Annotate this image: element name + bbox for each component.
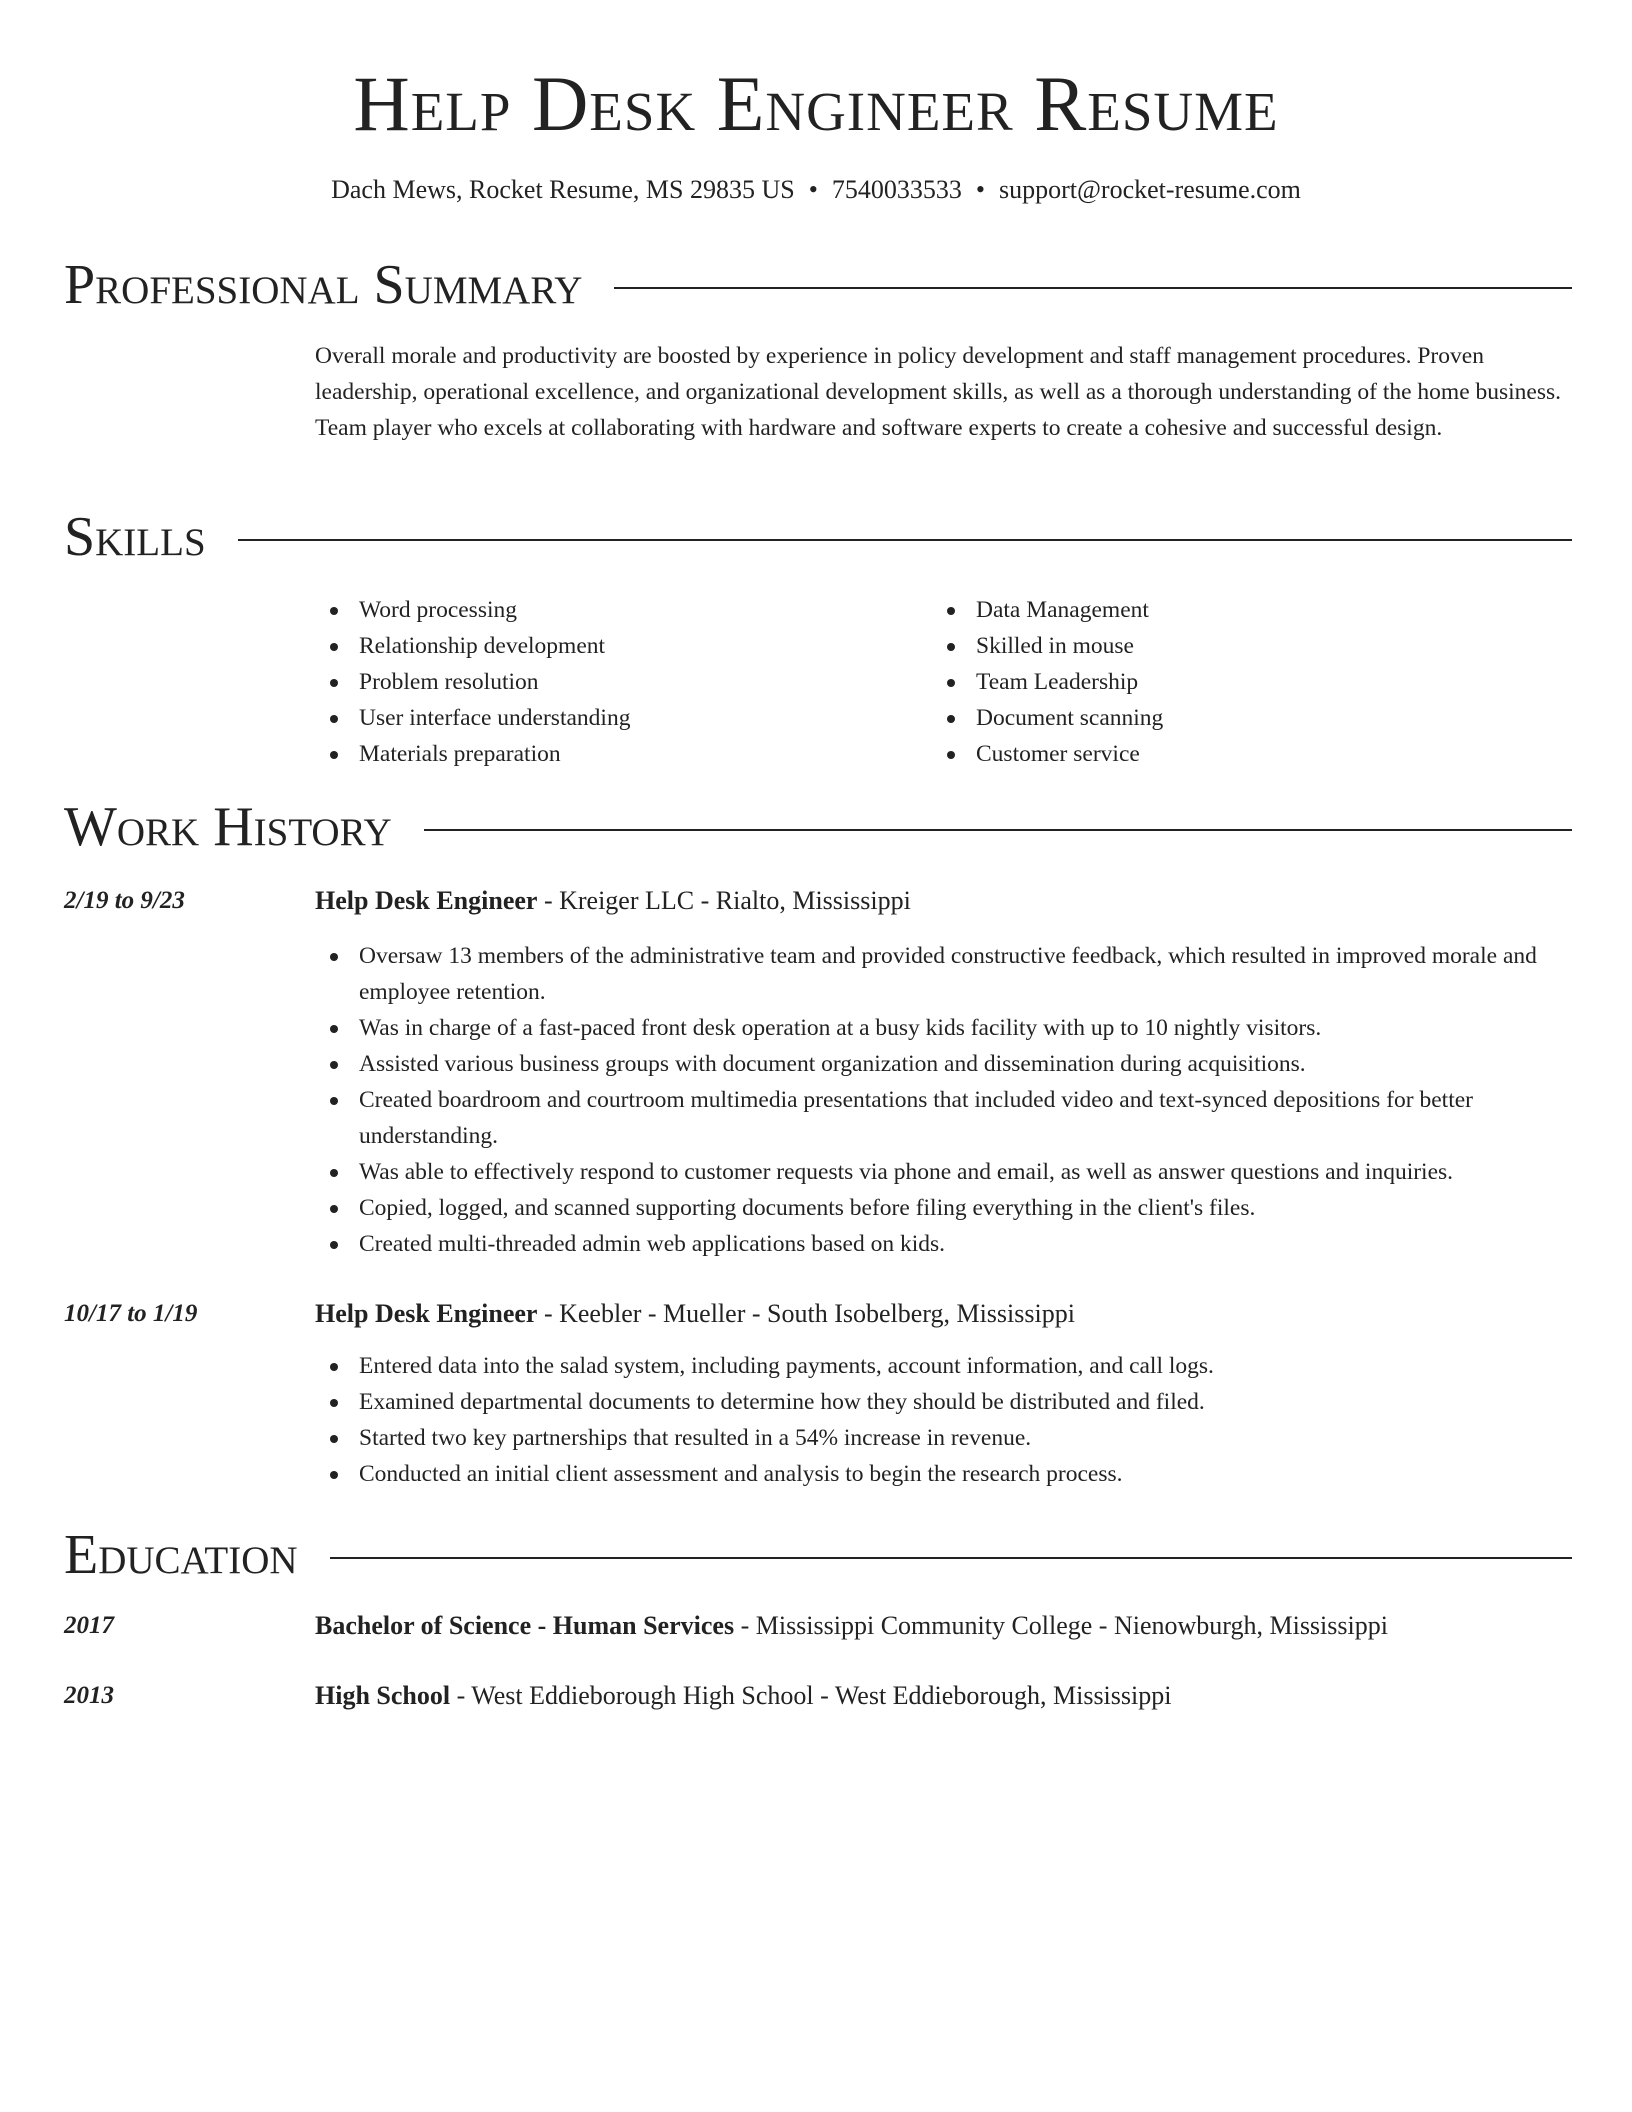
job-title: Help Desk Engineer bbox=[315, 1299, 538, 1328]
section-header-education bbox=[64, 1520, 1572, 1590]
skill-item: Materials preparation bbox=[315, 736, 875, 772]
education-heading bbox=[315, 1608, 1388, 1644]
skill-item: Skilled in mouse bbox=[932, 628, 1532, 664]
job-bullet-list bbox=[315, 1348, 1577, 1492]
section-header-skills bbox=[64, 502, 1572, 572]
job-bullet: Examined departmental documents to determine how they should be distributed and filed. bbox=[315, 1384, 1577, 1420]
summary-text: Overall morale and productivity are boosted by experience in policy development and staff management procedures. Proven leadership, operational excellence, and organizational development skills, as well as a thorough understanding of the home business. Team player who excels at collaborating with hardware and software experts to create a cohesive and successful design. bbox=[315, 343, 1562, 441]
job-bullet: Created multi-threaded admin web applications based on kids. bbox=[315, 1226, 1577, 1262]
section-divider bbox=[238, 539, 1572, 541]
skill-item: Customer service bbox=[932, 736, 1532, 772]
section-divider bbox=[330, 1557, 1572, 1559]
skill-item: Word processing bbox=[315, 592, 875, 628]
job-dates: 10/17 to 1/19 bbox=[64, 1300, 198, 1327]
section-divider bbox=[614, 287, 1572, 289]
job-dates: 2/19 to 9/23 bbox=[64, 887, 185, 914]
section-header-summary bbox=[64, 250, 1572, 320]
skill-item: User interface understanding bbox=[315, 700, 875, 736]
contact-phone: 7540033533 bbox=[831, 175, 962, 204]
job-bullet: Conducted an initial client assessment and analysis to begin the research process. bbox=[315, 1456, 1577, 1492]
job-details: - Keebler - Mueller - South Isobelberg, Mississippi bbox=[537, 1299, 1075, 1328]
job-bullet: Assisted various business groups with document organization and dissemination during acquisitions. bbox=[315, 1046, 1577, 1082]
contact-separator: • bbox=[808, 175, 818, 204]
job-bullet: Oversaw 13 members of the administrative team and provided constructive feedback, which resulted in improved morale and employee retention. bbox=[315, 938, 1577, 1010]
section-header-work-history bbox=[64, 792, 1572, 862]
job-bullet: Was in charge of a fast-paced front desk operation at a busy kids facility with up to 10 nightly visitors. bbox=[315, 1010, 1577, 1046]
skill-item: Relationship development bbox=[315, 628, 875, 664]
skill-item: Problem resolution bbox=[315, 664, 875, 700]
section-title-summary: Professional Summary bbox=[64, 254, 583, 316]
education-degree: High School bbox=[315, 1681, 451, 1710]
skills-list-left bbox=[315, 592, 875, 772]
skills-list-right bbox=[932, 592, 1532, 772]
section-title-skills: Skills bbox=[64, 506, 206, 568]
skill-item: Team Leadership bbox=[932, 664, 1532, 700]
education-year: 2017 bbox=[64, 1612, 114, 1639]
section-title-education: Education bbox=[64, 1524, 298, 1586]
contact-separator: • bbox=[975, 175, 985, 204]
job-details: - Kreiger LLC - Rialto, Mississippi bbox=[537, 886, 911, 915]
education-degree: Bachelor of Science - Human Services bbox=[315, 1611, 735, 1640]
section-title-work-history: Work History bbox=[64, 796, 392, 858]
job-heading bbox=[315, 883, 911, 919]
job-title: Help Desk Engineer bbox=[315, 886, 538, 915]
job-bullet: Was able to effectively respond to customer requests via phone and email, as well as answer questions and inquiries. bbox=[315, 1154, 1577, 1190]
skill-item: Data Management bbox=[932, 592, 1532, 628]
job-bullet: Started two key partnerships that resulted in a 54% increase in revenue. bbox=[315, 1420, 1577, 1456]
education-year: 2013 bbox=[64, 1682, 114, 1709]
contact-address: Dach Mews, Rocket Resume, MS 29835 US bbox=[331, 175, 795, 204]
contact-line bbox=[0, 172, 1632, 208]
job-bullet: Copied, logged, and scanned supporting documents before filing everything in the client's files. bbox=[315, 1190, 1577, 1226]
job-bullet: Created boardroom and courtroom multimedia presentations that included video and text-synced depositions for better understanding. bbox=[315, 1082, 1577, 1154]
education-details: - West Eddieborough High School - West Eddieborough, Mississippi bbox=[450, 1681, 1172, 1710]
job-bullet-list bbox=[315, 938, 1577, 1262]
education-heading bbox=[315, 1678, 1171, 1714]
contact-email[interactable]: support@rocket-resume.com bbox=[998, 175, 1301, 204]
job-heading bbox=[315, 1296, 1075, 1332]
section-divider bbox=[424, 829, 1572, 831]
skill-item: Document scanning bbox=[932, 700, 1532, 736]
resume-title: Help Desk Engineer Resume bbox=[353, 60, 1279, 147]
education-details: - Mississippi Community College - Nienowburgh, Mississippi bbox=[734, 1611, 1388, 1640]
job-bullet: Entered data into the salad system, including payments, account information, and call logs. bbox=[315, 1348, 1577, 1384]
